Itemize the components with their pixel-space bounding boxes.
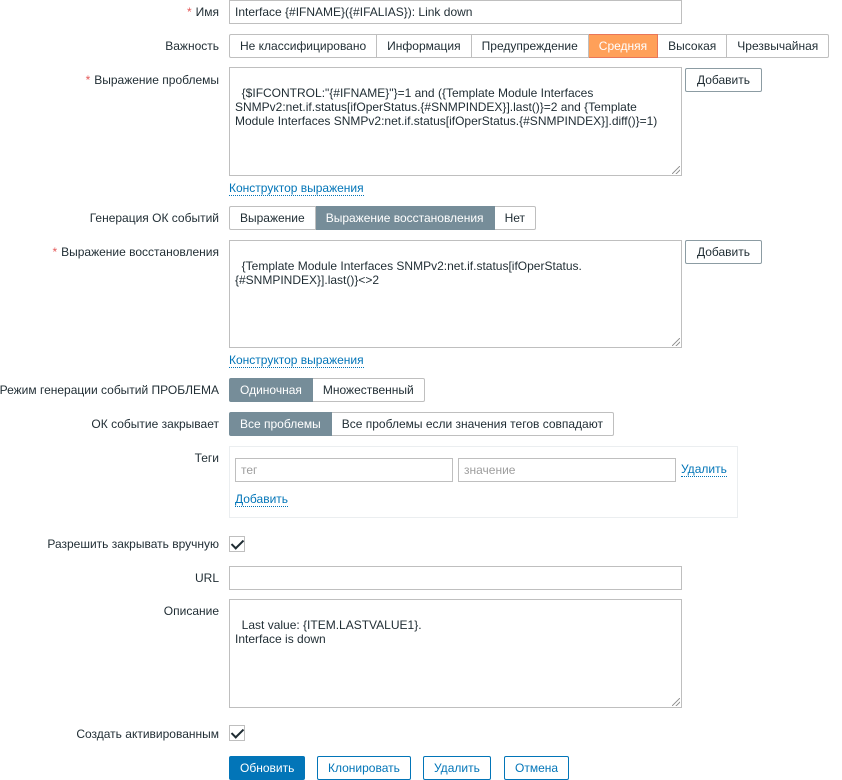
tag-add-link[interactable]: Добавить (235, 492, 289, 506)
url-input[interactable] (229, 566, 682, 590)
manual-close-checkbox[interactable] (229, 536, 245, 552)
enabled-label: Создать активированным (76, 727, 219, 741)
ok-closes-tag-match[interactable]: Все проблемы если значения тегов совпадают (332, 412, 614, 436)
problem-mode-single[interactable]: Одиночная (229, 378, 313, 402)
tags-label: Теги (194, 451, 219, 465)
url-label: URL (194, 571, 219, 585)
recovery-expression-constructor-link[interactable]: Конструктор выражения (229, 353, 364, 367)
problem-expression-constructor-link[interactable]: Конструктор выражения (229, 181, 364, 195)
ok-closes-all-problems[interactable]: Все проблемы (229, 412, 332, 436)
update-button[interactable]: Обновить (229, 756, 305, 780)
severity-warning[interactable]: Предупреждение (472, 34, 589, 58)
manual-close-label: Разрешить закрывать вручную (47, 537, 219, 551)
ok-event-generation-label: Генерация ОК событий (89, 211, 219, 225)
problem-mode-label: Режим генерации событий ПРОБЛЕМА (0, 383, 219, 397)
problem-expression-label: * Выражение проблемы (85, 73, 219, 87)
problem-expression-add-button[interactable]: Добавить (685, 68, 762, 92)
severity-high[interactable]: Высокая (658, 34, 727, 58)
recovery-expression-textarea[interactable] (229, 240, 682, 348)
resize-handle-icon[interactable] (672, 338, 680, 346)
tag-remove-link[interactable]: Удалить (681, 462, 727, 476)
recovery-expression-add-button[interactable]: Добавить (685, 240, 762, 264)
severity-label: Важность (165, 39, 219, 53)
ok-generation-expression[interactable]: Выражение (229, 206, 316, 230)
severity-average[interactable]: Средняя (589, 34, 658, 58)
problem-mode-multiple[interactable]: Множественный (313, 378, 425, 402)
resize-handle-icon[interactable] (672, 166, 680, 174)
tag-name-input[interactable]: тег (235, 458, 453, 482)
severity-not-classified[interactable]: Не классифицировано (229, 34, 377, 58)
delete-button[interactable]: Удалить (423, 756, 491, 780)
severity-selector (229, 34, 829, 58)
severity-information[interactable]: Информация (377, 34, 471, 58)
clone-button[interactable]: Клонировать (317, 756, 411, 780)
name-label: * Имя (186, 5, 219, 19)
enabled-checkbox[interactable] (229, 725, 245, 741)
ok-closes-selector (229, 412, 614, 436)
tag-value-input[interactable]: значение (458, 458, 676, 482)
ok-generation-none[interactable]: Нет (495, 206, 536, 230)
resize-handle-icon[interactable] (672, 698, 680, 706)
ok-generation-recovery-expression[interactable]: Выражение восстановления (316, 206, 495, 230)
problem-expression-textarea[interactable] (229, 67, 682, 176)
recovery-expression-label: * Выражение восстановления (52, 245, 219, 259)
description-label: Описание (163, 604, 219, 618)
description-textarea[interactable] (229, 599, 682, 708)
ok-event-generation-selector (229, 206, 536, 230)
problem-expression-text: {$IFCONTROL:"{#IFNAME}"}=1 and ({Template Module Interfaces SNMPv2:net.if.status[ifOperStatus.{#SNMPINDEX}].last()}=2 and {Template Module Interfaces SNMPv2:net.if.status[ifOperStatus.{#SNMPINDEX}].diff()}=1) (235, 86, 658, 128)
ok-closes-label: ОК событие закрывает (91, 417, 219, 431)
description-text: Last value: {ITEM.LASTVALUE1}. Interface is down (235, 618, 422, 646)
tags-container (229, 446, 738, 518)
name-input[interactable]: Interface {#IFNAME}({#IFALIAS}): Link down (229, 0, 682, 24)
severity-disaster[interactable]: Чрезвычайная (727, 34, 829, 58)
recovery-expression-text: {Template Module Interfaces SNMPv2:net.if.status[ifOperStatus. {#SNMPINDEX}].last()}<>2 (235, 259, 582, 287)
cancel-button[interactable]: Отмена (504, 756, 569, 780)
problem-mode-selector (229, 378, 425, 402)
